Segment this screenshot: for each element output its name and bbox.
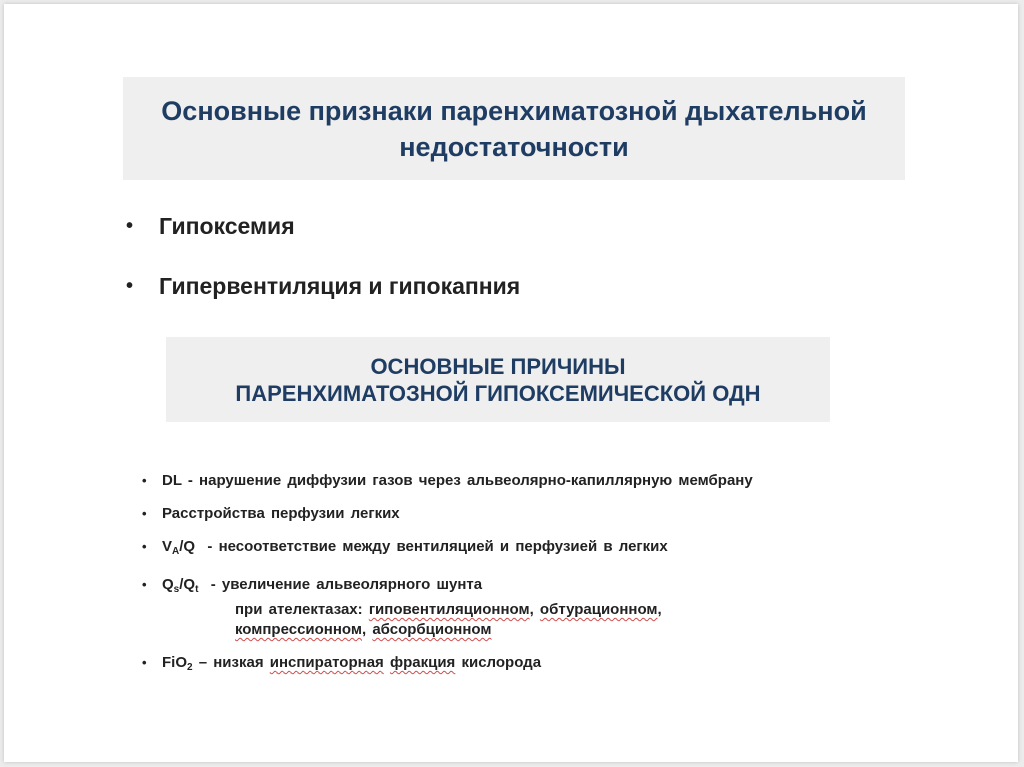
cause-text: DL - нарушение диффузии газов через альвеолярно-капиллярную мембрану	[162, 472, 753, 489]
cause-item-vq	[140, 537, 753, 562]
bullet-icon: •	[142, 577, 147, 592]
bullet-icon: •	[126, 275, 134, 297]
title-line-1: Основные признаки паренхиматозной дыхательной	[161, 95, 867, 126]
title-line-2: недостаточности	[399, 131, 629, 162]
bullet-icon: •	[142, 655, 147, 670]
cause-item-perfusion	[140, 504, 753, 524]
bullet-icon: •	[142, 506, 147, 521]
sign-item	[126, 270, 520, 330]
cause-text: - несоответствие между вентиляцией и перфузией в легких	[195, 538, 668, 555]
slide	[4, 4, 1018, 762]
fio2-symbol: FiO$_2$	[162, 654, 193, 673]
cause-text: - увеличение альвеолярного шунта	[198, 576, 483, 593]
causes-list	[140, 471, 753, 678]
shunt-continuation-1: при ателектазах: гиповентиляционном, обтурационном,	[235, 601, 662, 618]
slide-title	[123, 77, 905, 180]
bullet-icon: •	[126, 215, 134, 237]
sign-text: Гипервентиляция и гипокапния	[159, 273, 521, 299]
shunt-continuation-2: компрессионном, абсорбционном	[235, 621, 492, 638]
bullet-icon: •	[142, 473, 147, 488]
sign-text: Гипоксемия	[159, 213, 295, 239]
causes-header-line-1: ОСНОВНЫЕ ПРИЧИНЫ	[370, 353, 626, 379]
causes-header	[166, 337, 830, 422]
cause-item-fio2: • FiO$_2$ – низкая инспираторная фракция кислорода	[142, 654, 542, 673]
signs-list	[126, 210, 520, 330]
causes-header-line-2: ПАРЕНХИМАТОЗНОЙ ГИПОКСЕМИЧЕСКОЙ ОДН	[235, 380, 761, 406]
cause-item-shunt	[140, 575, 753, 640]
cause-item-diffusion	[140, 471, 753, 491]
cause-text: Расстройства перфузии легких	[162, 505, 400, 522]
bullet-icon: •	[142, 539, 147, 554]
sign-item	[126, 210, 520, 270]
vq-symbol: $V_A/Q$	[162, 538, 196, 557]
shunt-symbol: $Q_s/Q_t$	[162, 576, 199, 595]
